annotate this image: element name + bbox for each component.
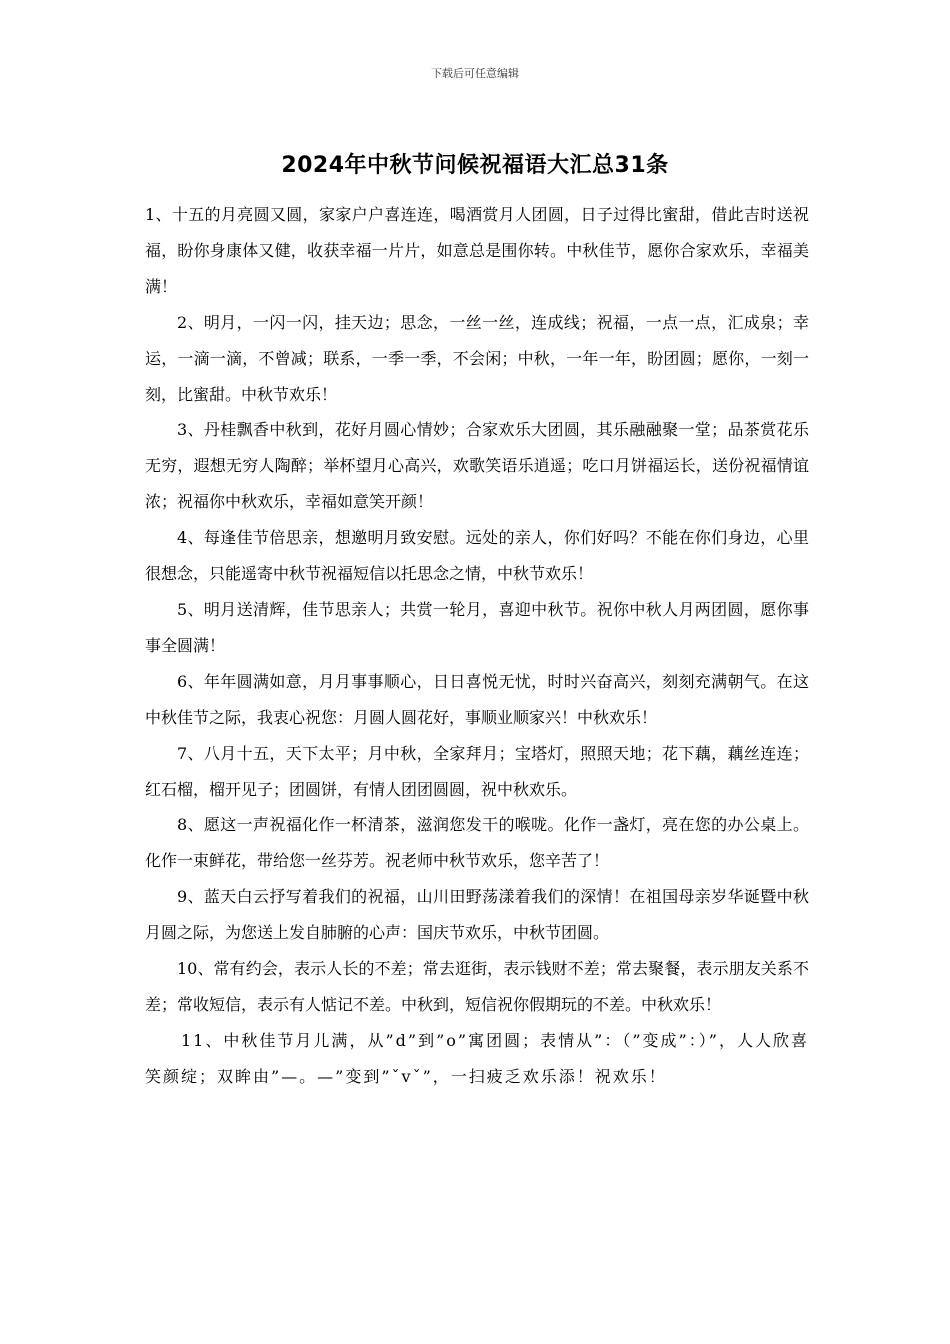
paragraph-3: 3、丹桂飘香中秋到，花好月圆心情妙；合家欢乐大团圆，其乐融融聚一堂；品茶赏花乐无穷，遐想无穷人陶醉；举杯望月心高兴，欢歌笑语乐逍遥；吃口月饼福运长，送份祝福情谊浓；祝福你中秋欢乐，幸福如意笑开颜！ [145, 420, 809, 512]
header-note: 下载后可任意编辑 [431, 67, 519, 80]
paragraph-2: 2、明月，一闪一闪，挂天边；思念，一丝一丝，连成线；祝福，一点一点，汇成泉；幸运，一滴一滴，不曾减；联系，一季一季，不会闲；中秋，一年一年，盼团圆；愿你，一刻一刻，比蜜甜。中秋节欢乐！ [145, 312, 809, 404]
paragraph-8: 8、愿这一声祝福化作一杯清茶，滋润您发干的喉咙。化作一盏灯，亮在您的办公桌上。化作一束鲜花，带给您一丝芬芳。祝老师中秋节欢乐，您辛苦了！ [145, 815, 809, 871]
paragraph-11: 11、中秋佳节月儿满，从”d”到”o”寓团圆；表情从”：（”变成”：）”，人人欣喜笑颜绽；双眸由”—。—”变到”ˇvˇ”，一扫疲乏欢乐添！祝欢乐！ [145, 1030, 809, 1086]
paragraph-1: 1、十五的月亮圆又圆，家家户户喜连连，喝酒赏月人团圆，日子过得比蜜甜，借此吉时送祝福，盼你身康体又健，收获幸福一片片，如意总是围你转。中秋佳节，愿你合家欢乐，幸福美满！ [145, 205, 809, 296]
paragraph-10: 10、常有约会，表示人长的不差；常去逛街，表示钱财不差；常去聚餐，表示朋友关系不差；常收短信，表示有人惦记不差。中秋到，短信祝你假期玩的不差。中秋欢乐！ [145, 959, 809, 1014]
document-body [145, 197, 809, 1095]
paragraph-4: 4、每逢佳节倍思亲，想邀明月致安慰。远处的亲人，你们好吗？不能在你们身边，心里很想念，只能遥寄中秋节祝福短信以托思念之情，中秋节欢乐！ [145, 528, 809, 584]
paragraph-9: 9、蓝天白云抒写着我们的祝福，山川田野荡漾着我们的深情！在祖国母亲岁华诞暨中秋月圆之际，为您送上发自肺腑的心声：国庆节欢乐，中秋节团圆。 [145, 887, 809, 943]
document-title: 2024年中秋节问候祝福语大汇总31条 [281, 153, 669, 178]
paragraph-6: 6、年年圆满如意，月月事事顺心，日日喜悦无忧，时时兴奋高兴，刻刻充满朝气。在这中秋佳节之际，我衷心祝您：月圆人圆花好，事顺业顺家兴！中秋欢乐！ [145, 671, 809, 727]
paragraph-7: 7、八月十五，天下太平；月中秋，全家拜月；宝塔灯，照照天地；花下藕，藕丝连连；红石榴，榴开见子；团圆饼，有情人团团圆圆，祝中秋欢乐。 [145, 743, 809, 799]
paragraph-5: 5、明月送清辉，佳节思亲人；共赏一轮月，喜迎中秋节。祝你中秋人月两团圆，愿你事事全圆满！ [145, 599, 809, 655]
